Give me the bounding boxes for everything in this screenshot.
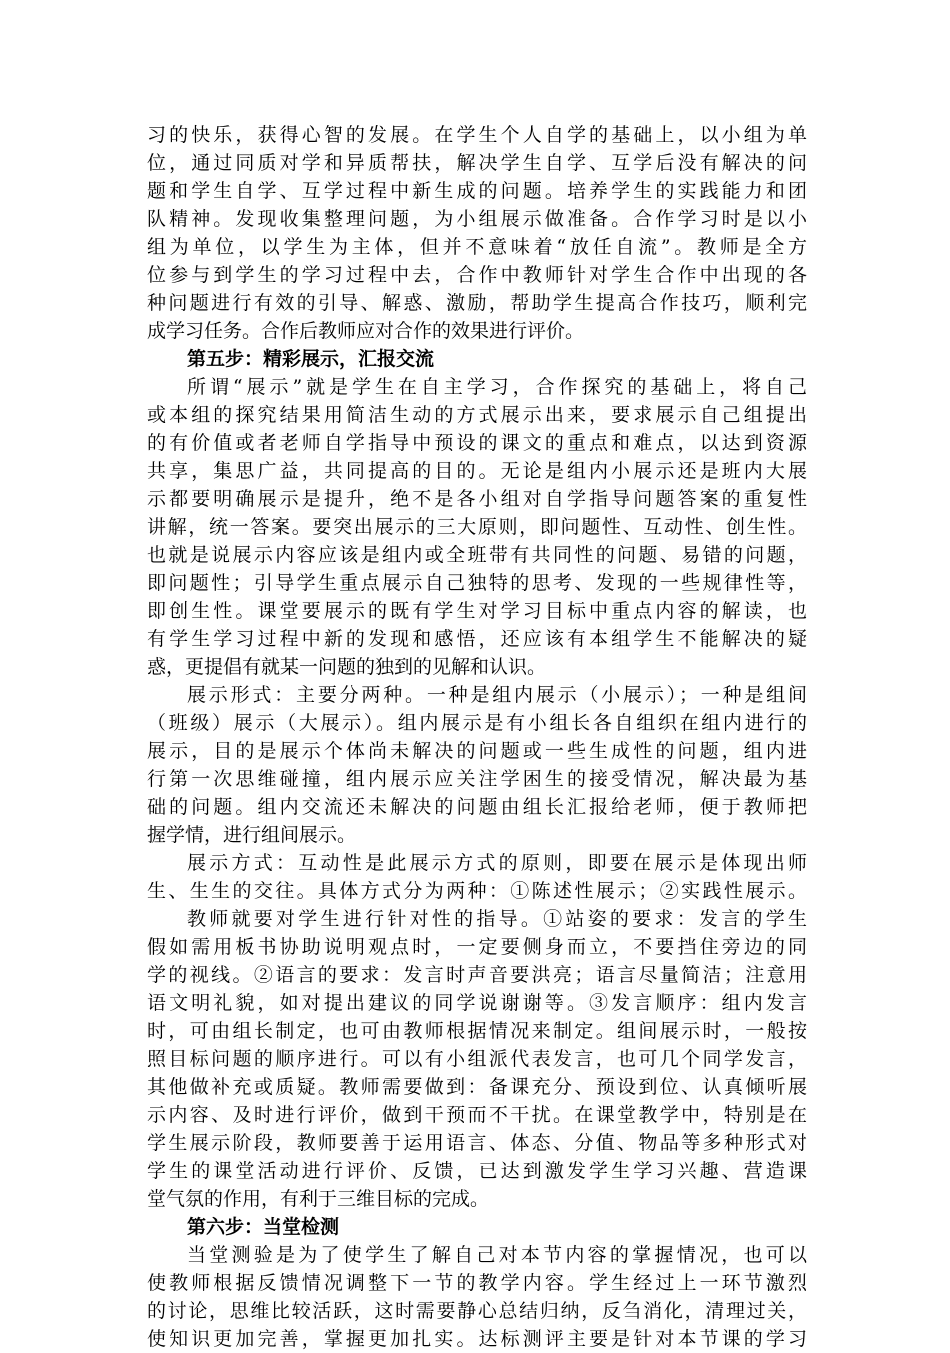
text-line: 使知识更加完善，掌握更加扎实。达标测评主要是针对本节课的学习 [147,1328,807,1350]
text-line: 照目标问题的顺序进行。可以有小组派代表发言，也可几个同学发言， [147,1048,807,1070]
text-line: 假如需用板书协助说明观点时，一定要侧身而立，不要挡住旁边的同 [147,936,807,958]
text-line: 即问题性；引导学生重点展示自己独特的思考、发现的一些规律性等， [147,572,807,594]
text-line: 教师就要对学生进行针对性的指导。①站姿的要求：发言的学生 [187,908,807,930]
text-line: 展示，目的是展示个体尚未解决的问题或一些生成性的问题，组内进 [147,740,807,762]
text-line: 学生的课堂活动进行评价、反馈，已达到激发学生学习兴趣、营造课 [147,1160,807,1182]
text-line: 的有价值或者老师自学指导中预设的课文的重点和难点，以达到资源 [147,432,807,454]
text-line: 行第一次思维碰撞，组内展示应关注学困生的接受情况，解决最为基 [147,768,807,790]
text-line: 讲解，统一答案。要突出展示的三大原则，即问题性、互动性、创生性。 [147,516,807,538]
paragraph [147,121,807,345]
text-line: 位参与到学生的学习过程中去，合作中教师针对学生合作中出现的各 [147,264,807,286]
text-line: 语文明礼貌，如对提出建议的同学说谢谢等。③发言顺序：组内发言 [147,992,807,1014]
text-line: 堂气氛的作用，有利于三维目标的完成。 [147,1188,490,1210]
document-body [147,121,807,1353]
text-line: 使教师根据反馈情况调整下一节的教学内容。学生经过上一环节激烈 [147,1272,807,1294]
paragraph [147,1241,807,1353]
text-line: 成学习任务。合作后教师应对合作的效果进行评价。 [147,320,585,342]
text-line: 也就是说展示内容应该是组内或全班带有共同性的问题、易错的问题， [147,544,807,566]
text-line: （班级）展示（大展示）。组内展示是有小组长各自组织在组内进行的 [147,712,807,734]
paragraph [147,905,807,1213]
text-line: 当堂测验是为了使学生了解自己对本节内容的掌握情况，也可以 [187,1244,807,1266]
text-line: 展示形式：主要分两种。一种是组内展示（小展示）；一种是组间 [187,684,807,706]
text-line: 时，可由组长制定，也可由教师根据情况来制定。组间展示时，一般按 [147,1020,807,1042]
text-line: 学的视线。②语言的要求：发言时声音要洪亮；语言尽量简洁；注意用 [147,964,807,986]
text-line: 的讨论，思维比较活跃，这时需要静心总结归纳，反刍消化，清理过关， [147,1300,807,1322]
text-line: 共享，集思广益，共同提高的目的。无论是组内小展示还是班内大展 [147,460,807,482]
text-line: 即创生性。课堂要展示的既有学生对学习目标中重点内容的解读，也 [147,600,807,622]
text-line: 展示方式：互动性是此展示方式的原则，即要在展示是体现出师 [187,852,807,874]
text-line: 示都要明确展示是提升，绝不是各小组对自学指导问题答案的重复性 [147,488,807,510]
text-line: 种问题进行有效的引导、解惑、激励，帮助学生提高合作技巧，顺利完 [147,292,807,314]
text-line: 惑，更提倡有就某一问题的独到的见解和认识。 [147,656,547,678]
text-line: 所谓“展示”就是学生在自主学习，合作探究的基础上，将自己 [187,376,807,398]
text-line: 习的快乐，获得心智的发展。在学生个人自学的基础上，以小组为单 [147,124,807,146]
text-line: 有学生学习过程中新的发现和感悟，还应该有本组学生不能解决的疑 [147,628,807,650]
text-line: 示内容、及时进行评价，做到干预而不干扰。在课堂教学中，特别是在 [147,1104,807,1126]
text-line: 队精神。发现收集整理问题，为小组展示做准备。合作学习时是以小 [147,208,807,230]
paragraph [147,373,807,681]
section-heading: 第六步：当堂检测 [187,1216,340,1238]
section-heading: 第五步：精彩展示，汇报交流 [187,348,435,370]
text-line: 生、生生的交往。具体方式分为两种：①陈述性展示；②实践性展示。 [147,880,807,902]
text-line: 础的问题。组内交流还未解决的问题由组长汇报给老师，便于教师把 [147,796,807,818]
text-line: 位，通过同质对学和异质帮扶，解决学生自学、互学后没有解决的问 [147,152,807,174]
text-line: 其他做补充或质疑。教师需要做到：备课充分、预设到位、认真倾听展 [147,1076,807,1098]
text-line: 或本组的探究结果用简洁生动的方式展示出来，要求展示自己组提出 [147,404,807,426]
text-line: 题和学生自学、互学过程中新生成的问题。培养学生的实践能力和团 [147,180,807,202]
paragraph [147,849,807,905]
text-line: 握学情，进行组间展示。 [147,824,357,846]
paragraph [147,681,807,849]
text-line: 组为单位，以学生为主体，但并不意味着“放任自流”。教师是全方 [147,236,807,258]
text-line: 学生展示阶段，教师要善于运用语言、体态、分值、物品等多种形式对 [147,1132,807,1154]
